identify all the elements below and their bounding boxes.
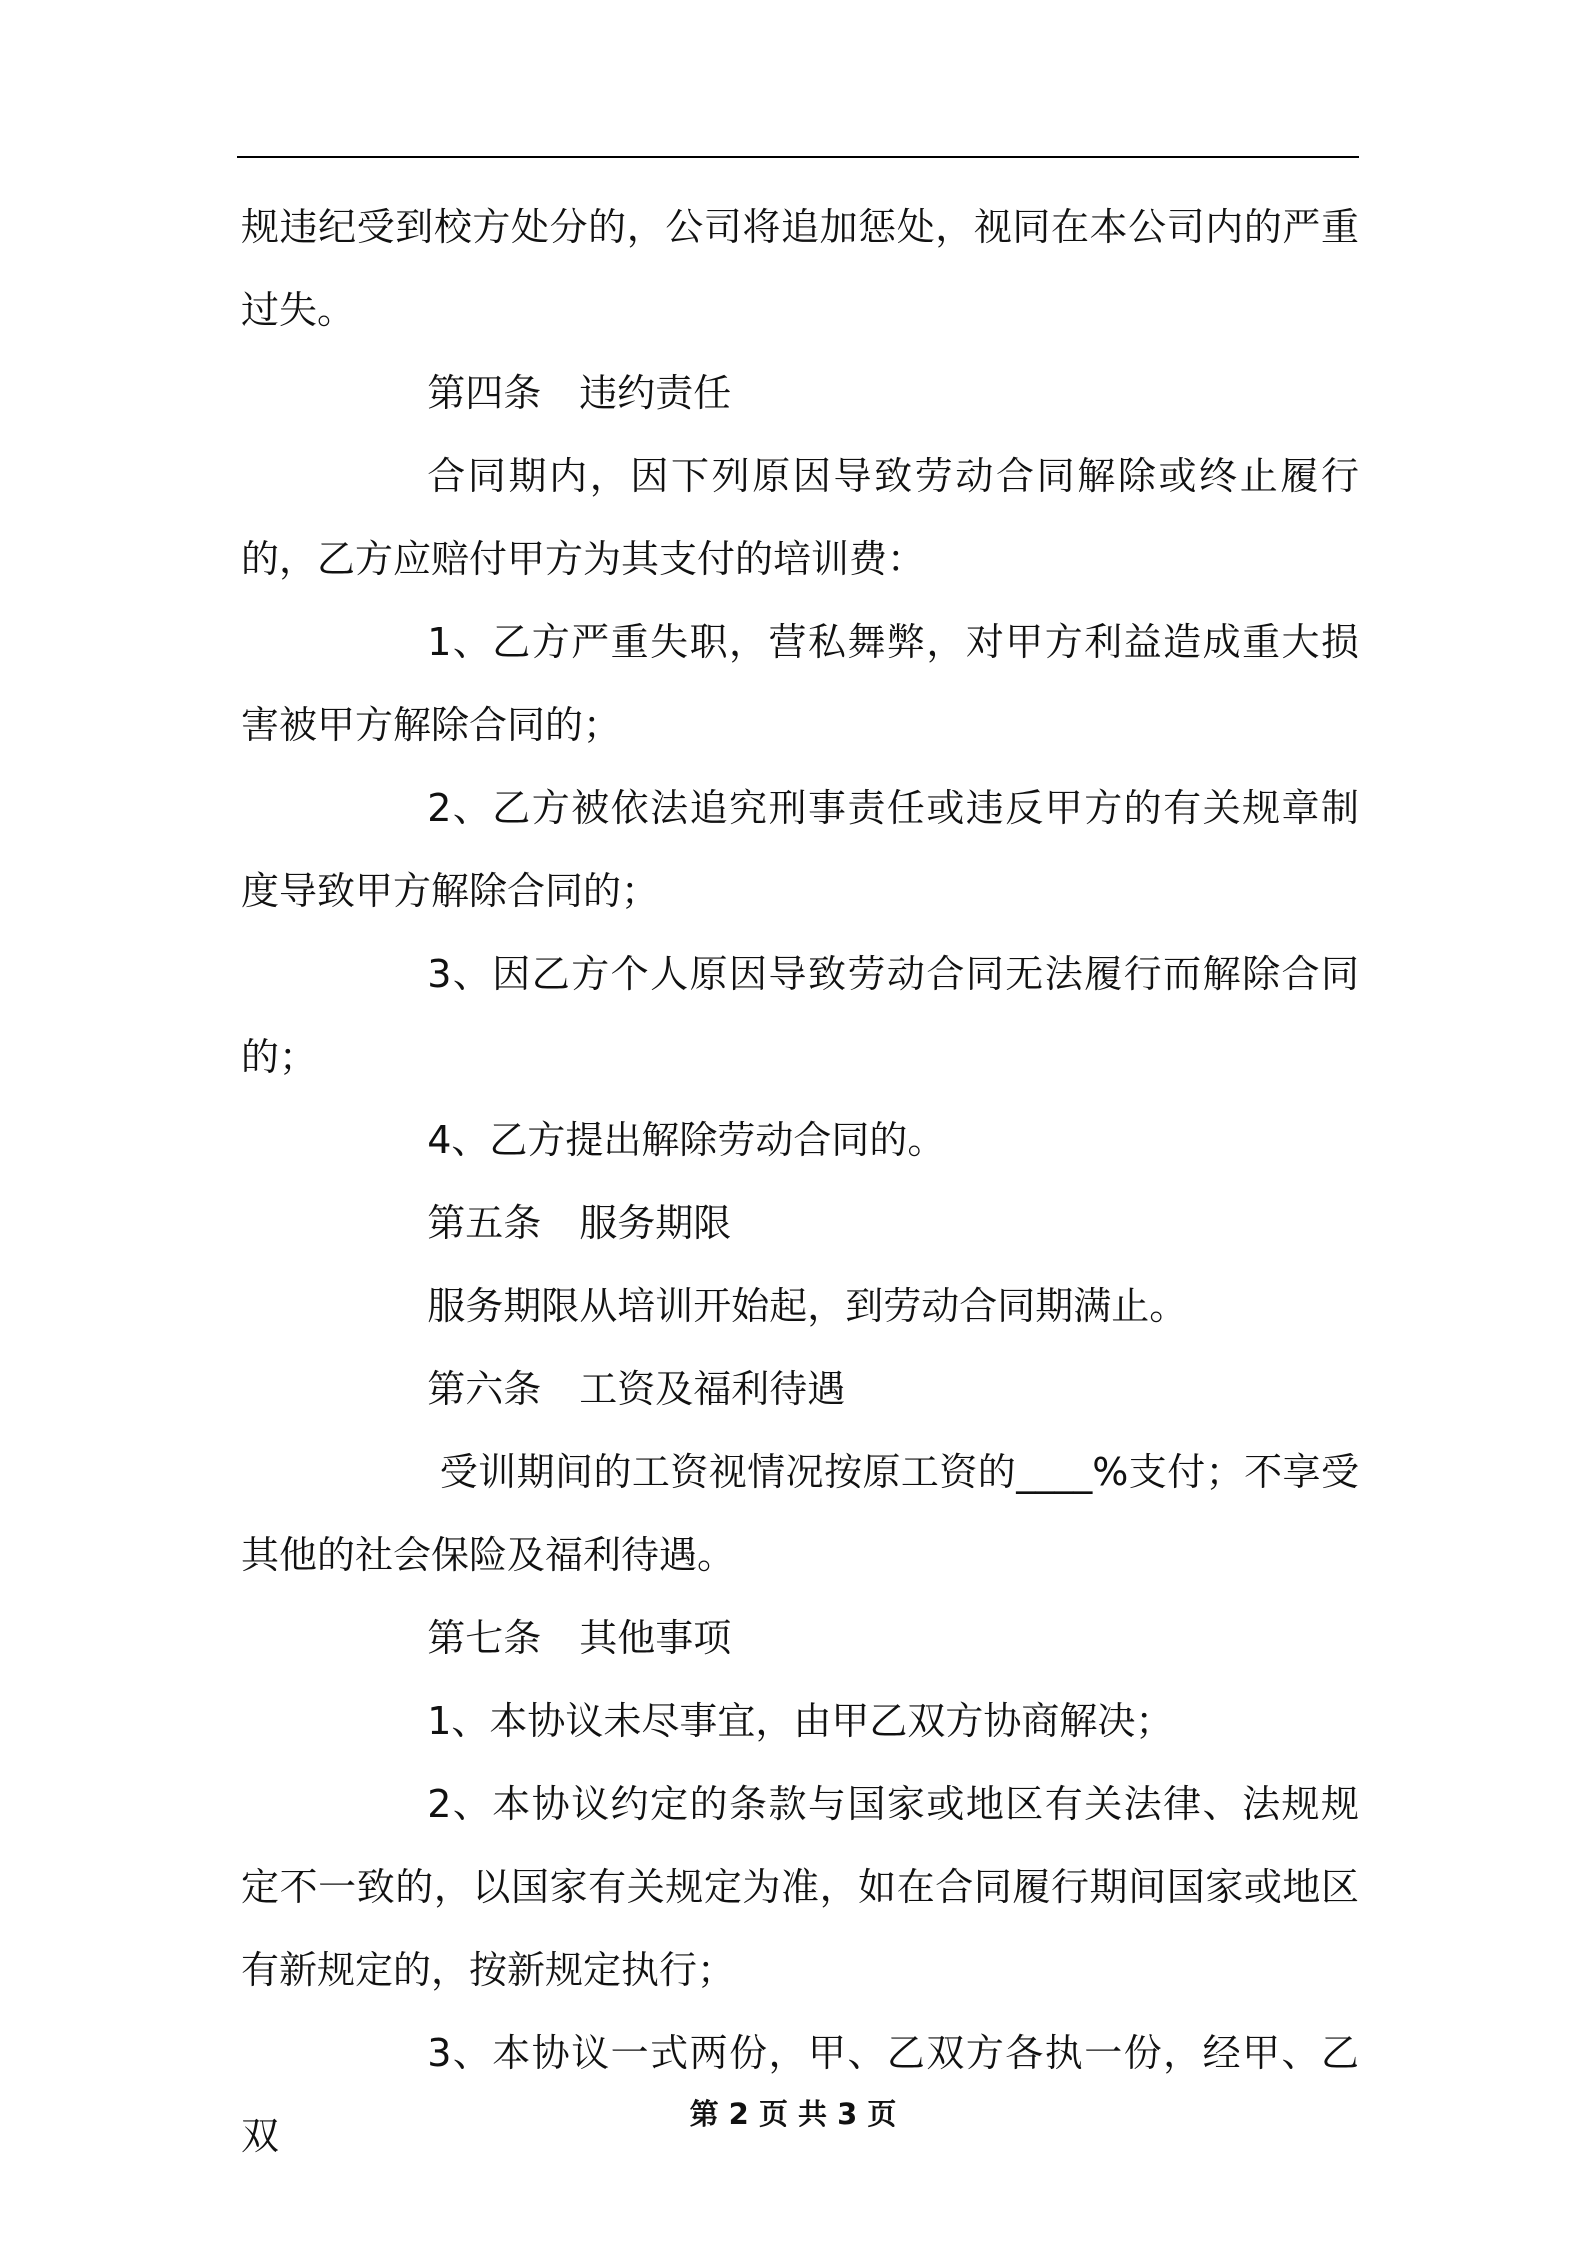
paragraph-article-4-intro: 合同期内，因下列原因导致劳动合同解除或终止履行的，乙方应赔付甲方为其支付的培训费： [241,454,1359,581]
list-item-4-1: 1、乙方严重失职，营私舞弊，对甲方利益造成重大损害被甲方解除合同的； [241,620,1359,747]
list-item-4-2: 2、乙方被依法追究刑事责任或违反甲方的有关规章制度导致甲方解除合同的； [241,786,1359,913]
list-item-7-3: 3、本协议一式两份，甲、乙双方各执一份，经甲、乙双 [241,2031,1359,2158]
list-item-4-4: 4、乙方提出解除劳动合同的。 [427,1118,946,1162]
article-heading-6: 第六条 工资及福利待遇 [427,1367,846,1411]
list-item-4-3: 3、因乙方个人原因导致劳动合同无法履行而解除合同的； [241,952,1359,1079]
paragraph-article-5: 服务期限从培训开始起，到劳动合同期满止。 [427,1284,1188,1328]
article-heading-7: 第七条 其他事项 [427,1616,732,1660]
list-item-7-2: 2、本协议约定的条款与国家或地区有关法律、法规规定不一致的，以国家有关规定为准，如在合同履行期间国家或地区有新规定的，按新规定执行； [241,1782,1359,1992]
paragraph-continuation: 规违纪受到校方处分的，公司将追加惩处，视同在本公司内的严重过失。 [241,205,1359,332]
header-rule [237,156,1359,158]
document-body [241,186,1359,2178]
page-number-footer: 第 2 页 共 3 页 [689,2097,897,2131]
article-heading-5: 第五条 服务期限 [427,1201,732,1245]
list-item-7-1: 1、本协议未尽事宜，由甲乙双方协商解决； [427,1699,1174,1743]
article-heading-4: 第四条 违约责任 [427,371,732,415]
paragraph-article-6: 受训期间的工资视情况按原工资的____%支付；不享受其他的社会保险及福利待遇。 [241,1450,1359,1577]
